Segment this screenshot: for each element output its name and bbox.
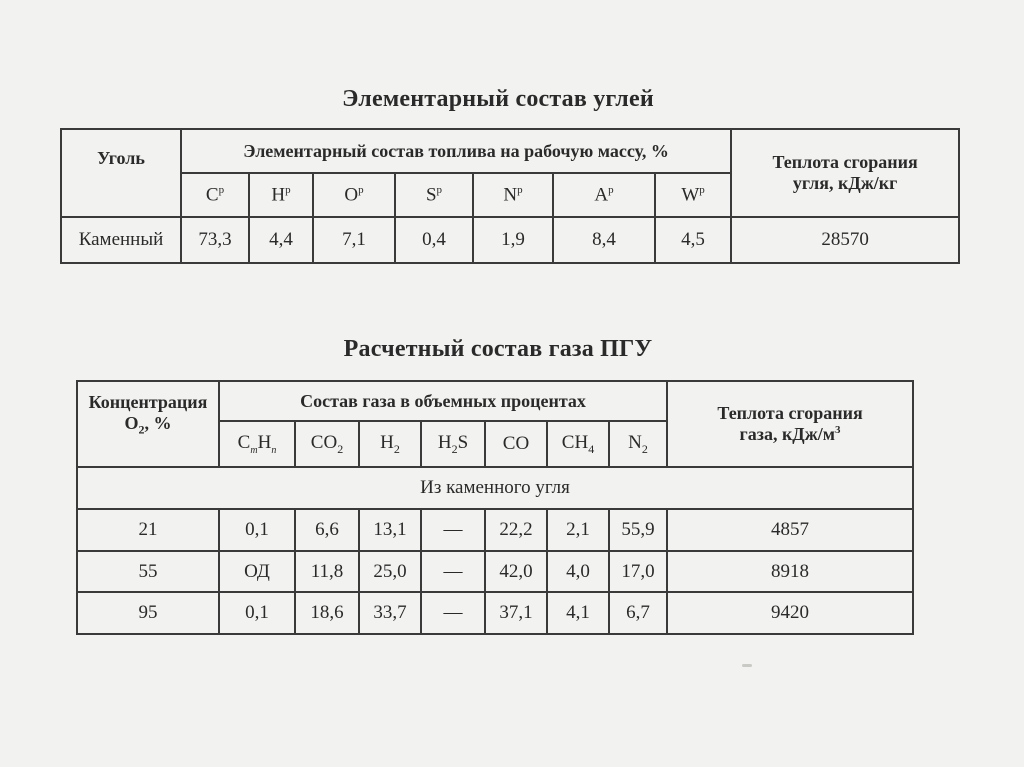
element-s: $S^p$: [395, 173, 473, 217]
cell-value: 22,2: [485, 509, 547, 551]
value-heat: 28570: [731, 217, 959, 263]
cell-value: 13,1: [359, 509, 421, 551]
cell-value: 2,1: [547, 509, 609, 551]
element-w: $W^p$: [655, 173, 731, 217]
cell-value: 55,9: [609, 509, 667, 551]
col-header-composition: Элементарный состав топлива на рабочую массу, %: [181, 129, 731, 173]
coal-composition-table: [60, 128, 960, 264]
scan-mark: [742, 664, 752, 667]
heat-value: 8918: [667, 551, 913, 592]
heat-line2: угля, кДж/кг: [792, 173, 898, 193]
gas-heat-line2: газа, кДж/$м^3$: [739, 424, 841, 444]
heat-line1: Теплота сгорания: [772, 152, 918, 172]
value-n: 1,9: [473, 217, 553, 263]
cell-value: 0,1: [219, 509, 295, 551]
table-row: [77, 551, 913, 592]
cell-value: ОД: [219, 551, 295, 592]
cell-value: 6,6: [295, 509, 359, 551]
value-c: 73,3: [181, 217, 249, 263]
cell-value: 17,0: [609, 551, 667, 592]
cell-value: 25,0: [359, 551, 421, 592]
element-c: $C^p$: [181, 173, 249, 217]
gas-ch4: $CH_4$: [547, 421, 609, 467]
gas-n2: $N_2$: [609, 421, 667, 467]
col-header-coal: Уголь: [61, 129, 181, 217]
value-s: 0,4: [395, 217, 473, 263]
table-row: [77, 592, 913, 634]
heat-value: 9420: [667, 592, 913, 634]
cell-value: 11,8: [295, 551, 359, 592]
element-h: $H^p$: [249, 173, 313, 217]
conc-line1: Концентрация: [88, 392, 208, 412]
element-o: $O^p$: [313, 173, 395, 217]
value-o: 7,1: [313, 217, 395, 263]
conc-value: 95: [77, 592, 219, 634]
cell-value: 33,7: [359, 592, 421, 634]
cell-value: —: [421, 551, 485, 592]
cell-value: 4,0: [547, 551, 609, 592]
col-header-gas-heat: [667, 381, 913, 467]
cell-value: —: [421, 509, 485, 551]
heat-value: 4857: [667, 509, 913, 551]
group-label: Из каменного угля: [77, 467, 913, 509]
cell-value: 37,1: [485, 592, 547, 634]
gas-h2s: $H_2S$: [421, 421, 485, 467]
cell-value: 0,1: [219, 592, 295, 634]
table2-title: Расчетный состав газа ПГУ: [343, 336, 653, 362]
conc-value: 55: [77, 551, 219, 592]
col-header-heat: [731, 129, 959, 217]
cell-value: 6,7: [609, 592, 667, 634]
table1-title: Элементарный состав углей: [342, 86, 654, 112]
gas-heat-line1: Теплота сгорания: [717, 403, 863, 423]
row-name: Каменный: [61, 217, 181, 263]
gas-co2: $CO_2$: [295, 421, 359, 467]
gas-h2: $H_2$: [359, 421, 421, 467]
gas-cmhn: $C_mH_n$: [219, 421, 295, 467]
value-a: 8,4: [553, 217, 655, 263]
gas-co: CO: [485, 421, 547, 467]
element-a: $A^p$: [553, 173, 655, 217]
element-n: $N^p$: [473, 173, 553, 217]
cell-value: 4,1: [547, 592, 609, 634]
value-h: 4,4: [249, 217, 313, 263]
cell-value: 42,0: [485, 551, 547, 592]
gas-composition-table: [76, 380, 914, 635]
conc-value: 21: [77, 509, 219, 551]
cell-value: —: [421, 592, 485, 634]
col-header-concentration: [77, 381, 219, 467]
col-header-gas: Состав газа в объемных процентах: [219, 381, 667, 421]
cell-value: 18,6: [295, 592, 359, 634]
table-row: [77, 509, 913, 551]
value-w: 4,5: [655, 217, 731, 263]
conc-line2: $O_2$, %: [124, 413, 172, 437]
